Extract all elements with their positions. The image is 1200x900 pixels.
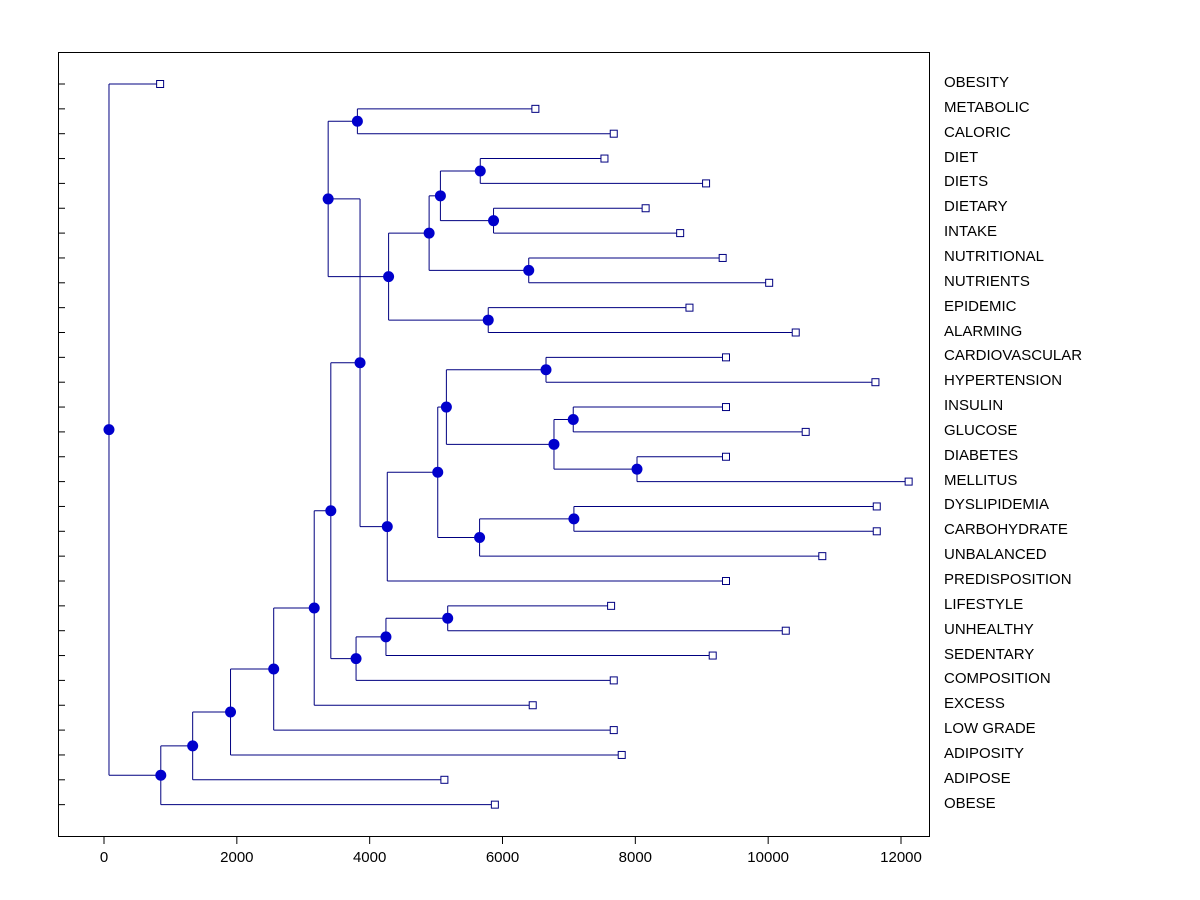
- cluster-node-marker: [424, 228, 435, 239]
- leaf-marker: [610, 130, 617, 137]
- leaf-label-obesity: OBESITY: [944, 74, 1010, 91]
- leaf-marker: [722, 354, 729, 361]
- x-axis: [0, 837, 1200, 877]
- leaf-marker: [873, 503, 880, 510]
- cluster-node-marker: [541, 364, 552, 375]
- cluster-node-marker: [309, 602, 320, 613]
- leaf-marker: [873, 528, 880, 535]
- leaf-marker: [610, 677, 617, 684]
- leaf-marker: [618, 751, 625, 758]
- leaf-label-nutritional: NUTRITIONAL: [944, 247, 1045, 265]
- leaf-marker: [792, 329, 799, 336]
- leaf-label-mellitus: MELLITUS: [944, 471, 1018, 489]
- cluster-node-marker: [187, 740, 198, 751]
- leaf-label-adipose: ADIPOSE: [944, 769, 1011, 787]
- cluster-node-marker: [523, 265, 534, 276]
- leaf-label-column: [944, 0, 1194, 900]
- leaf-marker: [642, 205, 649, 212]
- leaf-label-unhealthy: UNHEALTHY: [944, 620, 1034, 638]
- cluster-node-marker: [475, 165, 486, 176]
- cluster-node-marker: [323, 193, 334, 204]
- x-tick-label: 4000: [352, 849, 387, 866]
- leaf-marker: [722, 404, 729, 411]
- leaf-marker: [719, 254, 726, 261]
- leaf-marker: [722, 453, 729, 460]
- cluster-node-marker: [382, 521, 393, 532]
- leaf-label-diets: DIETS: [944, 173, 989, 191]
- leaf-marker: [819, 553, 826, 560]
- cluster-node-marker: [325, 505, 336, 516]
- cluster-node-marker: [488, 215, 499, 226]
- leaf-marker: [677, 230, 684, 237]
- leaf-label-hypertension: HYPERTENSION: [944, 372, 1063, 390]
- leaf-marker: [709, 652, 716, 659]
- cluster-node-marker: [441, 402, 452, 413]
- leaf-marker: [491, 801, 498, 808]
- leaf-label-glucose: GLUCOSE: [944, 421, 1018, 439]
- dendrogram-svg: [59, 53, 929, 836]
- leaf-label-epidemic: EPIDEMIC: [944, 297, 1017, 315]
- leaf-marker: [608, 602, 615, 609]
- leaf-label-dietary: DIETARY: [944, 198, 1008, 216]
- cluster-node-marker: [155, 770, 166, 781]
- cluster-node-marker: [474, 532, 485, 543]
- leaf-label-carbohydrate: CARBOHYDRATE: [944, 521, 1068, 539]
- leaf-label-intake: INTAKE: [944, 223, 998, 241]
- leaf-marker: [529, 702, 536, 709]
- x-tick-label: 12000: [880, 849, 922, 866]
- leaf-label-predisposition: PREDISPOSITION: [944, 571, 1072, 588]
- leaf-label-metabolic: METABOLIC: [944, 98, 1030, 116]
- x-tick-label: 6000: [485, 849, 520, 866]
- leaf-label-lifestyle: LIFESTYLE: [944, 595, 1024, 613]
- leaf-marker: [872, 379, 879, 386]
- leaf-label-adiposity: ADIPOSITY: [944, 744, 1025, 762]
- leaf-marker: [766, 279, 773, 286]
- leaf-label-excess: EXCESS: [944, 695, 1005, 713]
- cluster-node-marker: [442, 613, 453, 624]
- leaf-label-caloric: CALORIC: [944, 123, 1011, 141]
- cluster-node-marker: [548, 439, 559, 450]
- cluster-node-marker: [352, 116, 363, 127]
- leaf-label-diabetes: DIABETES: [944, 446, 1019, 464]
- leaf-label-low-grade: LOW GRADE: [944, 720, 1036, 738]
- leaf-label-unbalanced: UNBALANCED: [944, 546, 1047, 564]
- leaf-label-nutrients: NUTRIENTS: [944, 272, 1030, 290]
- x-tick-label: 0: [99, 849, 109, 866]
- leaf-marker: [802, 428, 809, 435]
- leaf-label-sedentary: SEDENTARY: [944, 645, 1035, 663]
- cluster-node-marker: [103, 424, 114, 435]
- cluster-node-marker: [268, 664, 279, 675]
- leaf-marker: [782, 627, 789, 634]
- cluster-node-marker: [383, 271, 394, 282]
- cluster-node-marker: [631, 464, 642, 475]
- cluster-node-marker: [568, 414, 579, 425]
- cluster-node-marker: [435, 190, 446, 201]
- x-tick-label: 8000: [618, 849, 653, 866]
- cluster-node-marker: [483, 315, 494, 326]
- cluster-node-marker: [351, 653, 362, 664]
- cluster-node-marker: [355, 357, 366, 368]
- leaf-marker: [157, 81, 164, 88]
- x-tick-label: 10000: [747, 849, 790, 866]
- cluster-node-marker: [225, 706, 236, 717]
- x-tick-label: 2000: [220, 849, 254, 866]
- leaf-label-composition: COMPOSITION: [944, 670, 1051, 688]
- leaf-marker: [532, 105, 539, 112]
- leaf-label-cardiovascular: CARDIOVASCULAR: [944, 347, 1083, 365]
- plot-area: [58, 52, 930, 837]
- leaf-label-alarming: ALARMING: [944, 322, 1023, 340]
- leaf-marker: [686, 304, 693, 311]
- leaf-label-dyslipidemia: DYSLIPIDEMIA: [944, 496, 1050, 514]
- cluster-node-marker: [380, 631, 391, 642]
- leaf-marker: [601, 155, 608, 162]
- leaf-marker: [441, 776, 448, 783]
- cluster-node-marker: [432, 467, 443, 478]
- cluster-node-marker: [568, 513, 579, 524]
- leaf-marker: [722, 578, 729, 585]
- leaf-marker: [905, 478, 912, 485]
- leaf-marker: [610, 727, 617, 734]
- leaf-label-insulin: INSULIN: [944, 397, 1004, 415]
- leaf-label-diet: DIET: [944, 148, 979, 166]
- leaf-marker: [703, 180, 710, 187]
- leaf-label-obese: OBESE: [944, 794, 996, 812]
